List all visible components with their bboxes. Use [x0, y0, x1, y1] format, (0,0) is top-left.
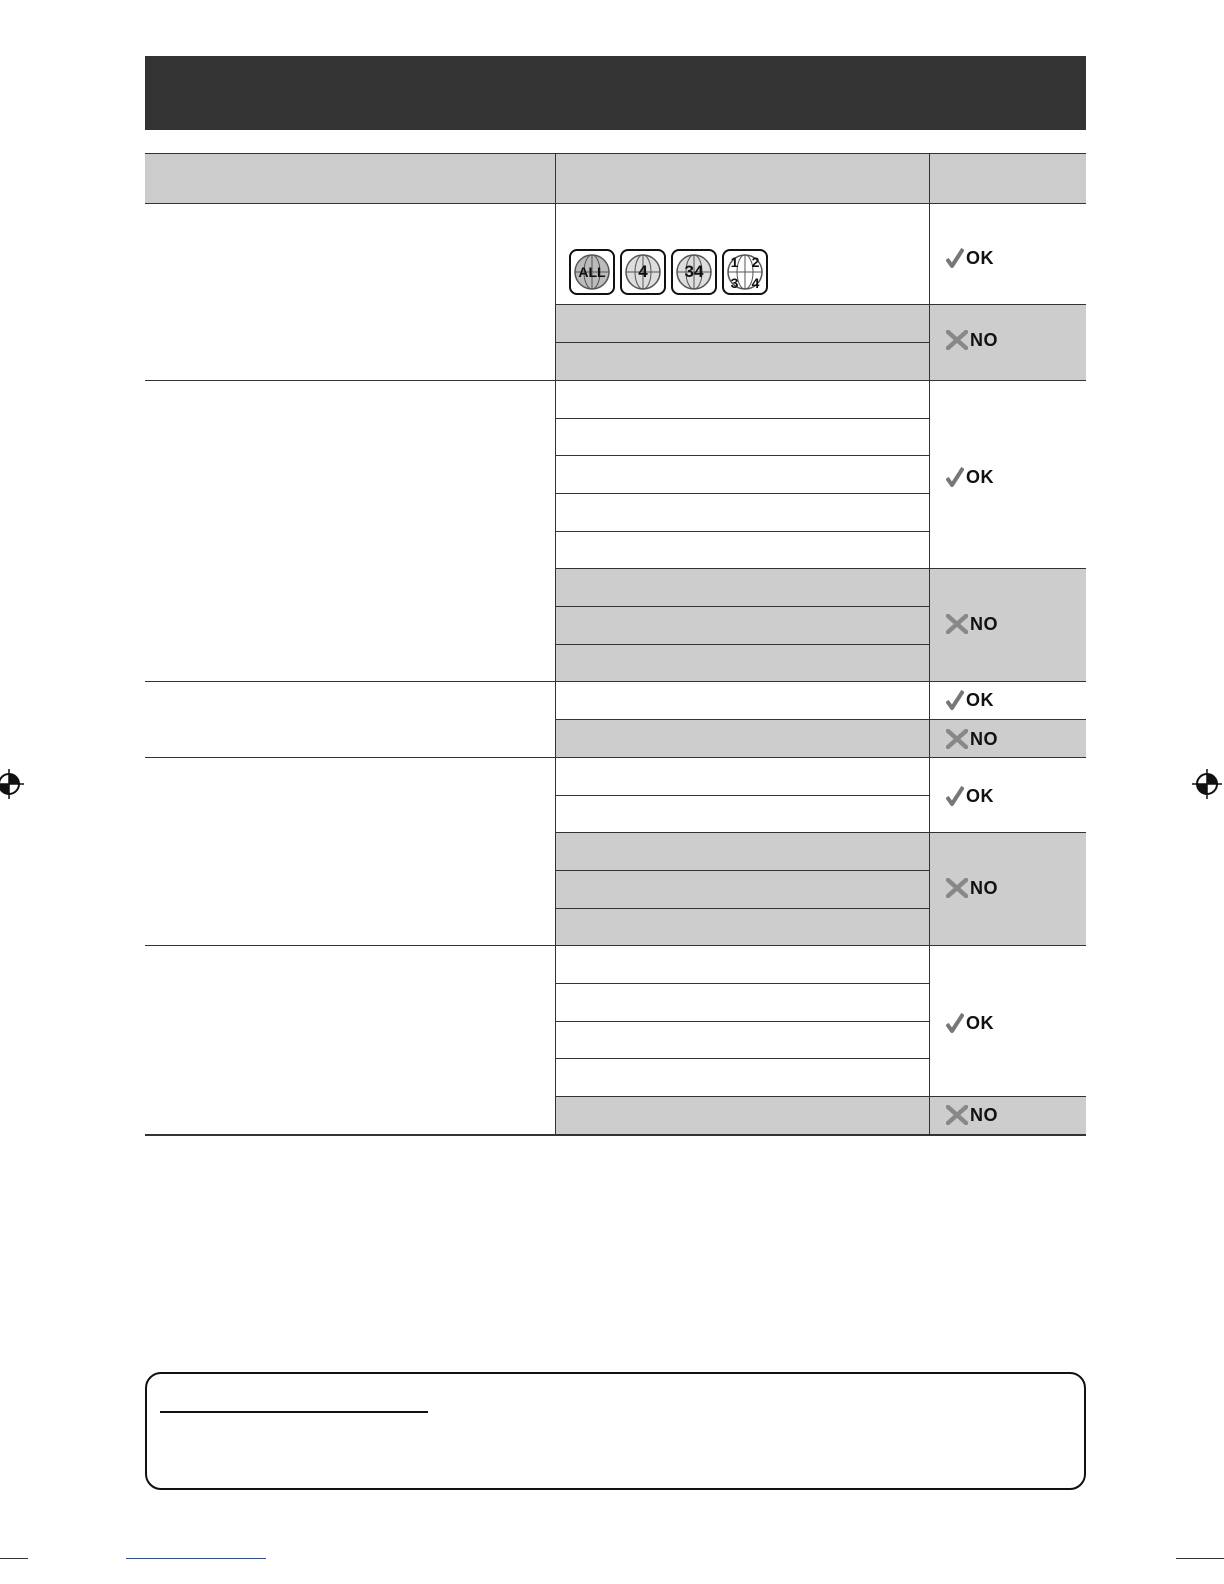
- no-label: NO: [970, 613, 998, 634]
- cross-icon: [946, 330, 968, 350]
- table-rule: [556, 568, 1086, 569]
- ok-mark: [946, 687, 994, 713]
- no-mark: [946, 611, 998, 637]
- ok-label: OK: [966, 689, 994, 710]
- ok-label: OK: [966, 466, 994, 487]
- region-3-4-icon: [671, 249, 717, 295]
- table-rule: [556, 531, 930, 532]
- cross-icon: [946, 729, 968, 749]
- table-rule: [556, 455, 930, 456]
- ok-mark: [946, 783, 994, 809]
- page-title-banner: [145, 56, 1086, 130]
- cross-icon: [946, 614, 968, 634]
- crop-line: [1176, 1558, 1224, 1559]
- multi-region-numbers: [724, 251, 766, 293]
- table-rule: [556, 418, 930, 419]
- table-rule: [556, 342, 930, 343]
- ok-mark: [946, 245, 994, 271]
- region-number: 1: [730, 253, 739, 270]
- no-mark: [946, 875, 998, 901]
- table-rule: [556, 795, 930, 796]
- region-4-icon: [620, 249, 666, 295]
- no-mark: [946, 726, 998, 752]
- table-rule: [556, 870, 930, 871]
- region-code-logos: [569, 249, 768, 297]
- region-number: 4: [751, 274, 760, 291]
- ok-mark: [946, 1010, 994, 1036]
- note-box: [145, 1372, 1086, 1490]
- ok-label: OK: [966, 1012, 994, 1033]
- column-divider: [555, 153, 556, 1135]
- table-rule: [145, 945, 1086, 946]
- table-rule: [556, 644, 930, 645]
- table-rule: [145, 1134, 1086, 1136]
- checkmark-icon: [946, 786, 964, 806]
- table-header-row: [145, 153, 1086, 203]
- ok-label: OK: [966, 247, 994, 268]
- table-rule: [556, 832, 1086, 833]
- no-label: NO: [970, 728, 998, 749]
- table-row-no: [556, 1097, 1086, 1135]
- crop-line: [126, 1558, 266, 1559]
- table-rule: [556, 908, 930, 909]
- region-number: 3: [730, 274, 739, 291]
- registration-mark-icon: [1192, 769, 1222, 799]
- table-rule: [556, 1021, 930, 1022]
- registration-mark-icon: [0, 769, 24, 799]
- region-all-icon: [569, 249, 615, 295]
- column-divider: [929, 153, 930, 1135]
- ok-mark: [946, 464, 994, 490]
- region-4-label: 4: [638, 262, 648, 281]
- table-rule: [556, 983, 930, 984]
- table-rule: [145, 380, 1086, 381]
- table-rule: [556, 1058, 930, 1059]
- checkmark-icon: [946, 248, 964, 268]
- checkmark-icon: [946, 467, 964, 487]
- table-row-no: [556, 833, 1086, 946]
- table-rule: [145, 203, 1086, 204]
- no-label: NO: [970, 329, 998, 350]
- cross-icon: [946, 878, 968, 898]
- crop-line: [0, 1558, 28, 1559]
- table-row-no: [556, 569, 1086, 681]
- region-3-4-label: 34: [684, 262, 704, 281]
- no-label: NO: [970, 877, 998, 898]
- checkmark-icon: [946, 1013, 964, 1033]
- no-label: NO: [970, 1104, 998, 1125]
- cross-icon: [946, 1105, 968, 1125]
- no-mark: [946, 1102, 998, 1128]
- note-heading-underline: [160, 1411, 428, 1413]
- ok-label: OK: [966, 785, 994, 806]
- table-rule: [556, 304, 1086, 305]
- region-number: 2: [751, 253, 760, 270]
- table-rule: [556, 1096, 1086, 1097]
- table-row-no: [556, 720, 1086, 758]
- checkmark-icon: [946, 690, 964, 710]
- table-rule: [556, 493, 930, 494]
- table-rule: [145, 757, 1086, 758]
- table-rule: [145, 681, 1086, 682]
- region-all-label: ALL: [578, 264, 606, 280]
- table-rule: [145, 153, 1086, 154]
- multi-region-icon: [722, 249, 768, 295]
- table-rule: [556, 606, 930, 607]
- table-rule: [556, 719, 1086, 720]
- no-mark: [946, 327, 998, 353]
